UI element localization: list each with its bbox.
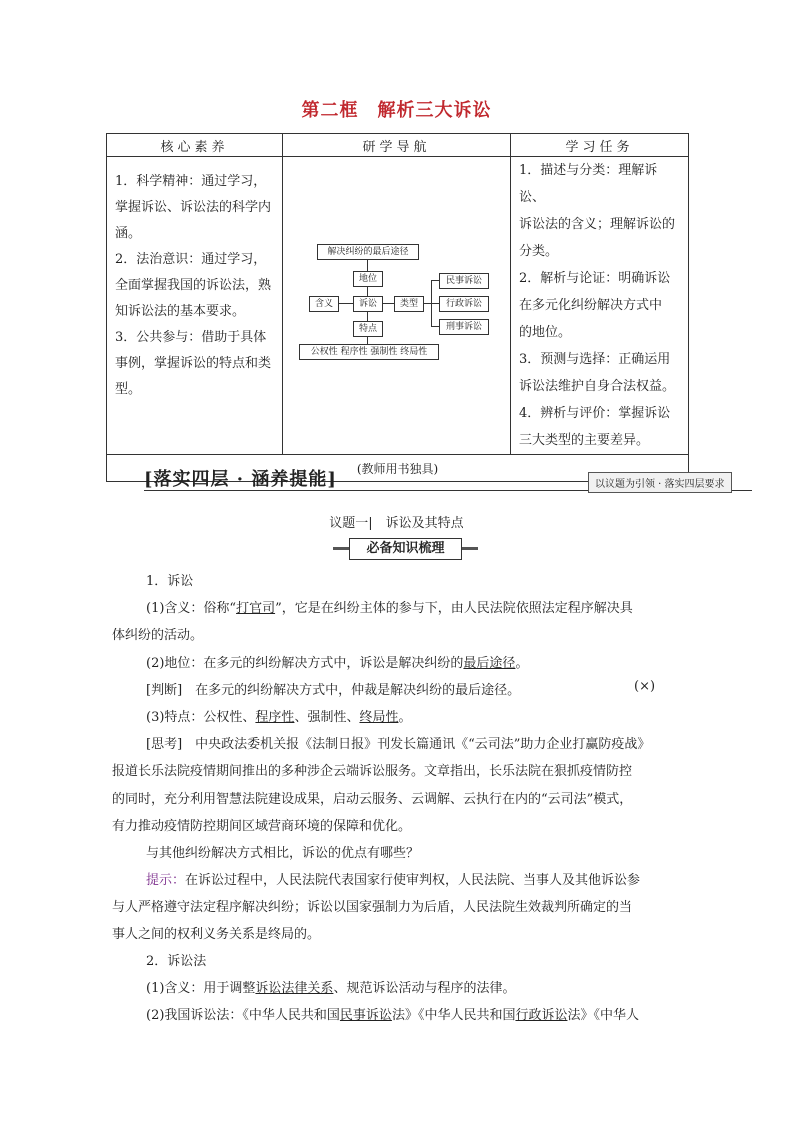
core-line: 知诉讼法的基本要求。 [115,304,246,319]
guide-cell [283,157,511,455]
core-line: 3．公共参与：借助于具体 [115,330,267,345]
task-line: 2．解析与论证：明确诉讼 [519,271,671,286]
node-type: 类型 [394,296,424,312]
body-line: 与人严格遵守法定程序解决纠纷；诉讼以国家强制力为后盾，人民法院生效裁判所确定的当 [112,900,633,915]
body-line: (1)含义：俗称“打官司”，它是在纠纷主体的参与下，由人民法院依照法定程序解决具 [146,601,633,616]
question-line: 与其他纠纷解决方式相比，诉讼的优点有哪些？ [146,846,420,861]
term-admin-litigation: 行政诉讼 [515,1008,568,1023]
body-line: 事人之间的权利义务关系是终局的。 [112,927,321,942]
task-line: 在多元化纠纷解决方式中 [519,298,663,313]
node-meaning: 含义 [309,296,339,312]
task-line: 三大类型的主要差异。 [519,433,650,448]
term-legal-relation: 诉讼法律关系 [255,981,334,996]
knowledge-banner [333,538,478,558]
task-line: 诉讼法的含义；理解诉讼的 [519,217,676,232]
think-line: [思考] 中央政法委机关报《法制日报》刊发长篇通讯《“云司法”助力企业打赢防疫战》 [146,737,651,752]
node-civil: 民事诉讼 [439,273,489,289]
body-line: 报道长乐法院疫情期间推出的多种涉企云端诉讼服务。文章指出，长乐法院在狠抓疫情防控 [112,764,633,779]
hint-line: 提示：在诉讼过程中，人民法院代表国家行使审判权，人民法院、当事人及其他诉讼参 [146,873,641,888]
core-line: 事例，掌握诉讼的特点和类 [115,356,272,371]
core-line: 1．科学精神：通过学习， [115,174,267,189]
intro-table [106,133,689,482]
term-lawsuit: 打官司 [236,601,276,616]
heading-litigation: 1．诉讼 [146,574,194,589]
task-line: 3．预测与选择：正确运用 [519,352,671,367]
task-line: 分类。 [519,244,559,259]
section-tag: 以议题为引领 · 落实四层要求 [588,472,732,493]
judge-answer: (×) [634,679,656,694]
core-cell [107,157,283,455]
section-title: [落实四层 · 涵养提能] [144,469,337,490]
term-civil-litigation: 民事诉讼 [339,1008,392,1023]
core-line: 掌握诉讼、诉讼法的科学内 [115,200,272,215]
task-line: 1．描述与分类：理解诉讼、 [519,163,658,205]
page-title: 第二框 解析三大诉讼 [301,100,492,121]
body-line: 有力推动疫情防控期间区域营商环境的保障和优化。 [112,819,412,834]
body-line: (2)我国诉讼法：《中华人民共和国民事诉讼法》《中华人民共和国行政诉讼法》《中华人 [146,1008,639,1023]
hint-label: 提示： [146,873,186,888]
body-line: (2)地位：在多元的纠纷解决方式中，诉讼是解决纠纷的最后途径。 [146,656,529,671]
node-last-resort: 解决纠纷的最后途径 [317,244,419,260]
node-features-list: 公权性 程序性 强制性 终局性 [299,344,439,360]
topic-heading: 议题一| 诉讼及其特点 [329,516,464,531]
term-last-resort: 最后途径 [463,656,516,671]
judge-line: [判断] 在多元的纠纷解决方式中，仲裁是解决纠纷的最后途径。 [146,683,521,698]
core-line: 2．法治意识：通过学习， [115,252,267,267]
node-criminal: 刑事诉讼 [439,319,489,335]
node-position: 地位 [353,271,383,287]
table-footer: (教师用书独具) [107,455,689,482]
tasks-cell [511,157,689,455]
header-core: 核心素养 [107,134,283,157]
task-line: 诉讼法维护自身合法权益。 [519,379,676,394]
core-line: 型。 [115,382,142,397]
term-procedural: 程序性 [255,710,295,725]
node-litigation: 诉讼 [353,296,383,312]
body-line: (3)特点：公权性、程序性、强制性、终局性。 [146,710,412,725]
task-line: 的地位。 [519,325,572,340]
concept-diagram [283,157,510,427]
term-finality: 终局性 [359,710,399,725]
body-line: 的同时，充分利用智慧法院建设成果，启动云服务、云调解、云执行在内的“云司法”模式， [112,792,633,807]
body-line: (1)含义：用于调整诉讼法律关系、规范诉讼活动与程序的法律。 [146,981,516,996]
task-line: 4．辨析与评价：掌握诉讼 [519,406,671,421]
heading-procedural-law: 2．诉讼法 [146,954,207,969]
body-line: 体纠纷的活动。 [112,628,204,643]
core-line: 涵。 [115,226,142,241]
banner-label: 必备知识梳理 [349,538,462,560]
header-guide: 研学导航 [283,134,511,157]
core-line: 全面掌握我国的诉讼法，熟 [115,278,272,293]
node-feature: 特点 [353,321,383,337]
node-admin: 行政诉讼 [439,296,489,312]
header-tasks: 学习任务 [511,134,689,157]
